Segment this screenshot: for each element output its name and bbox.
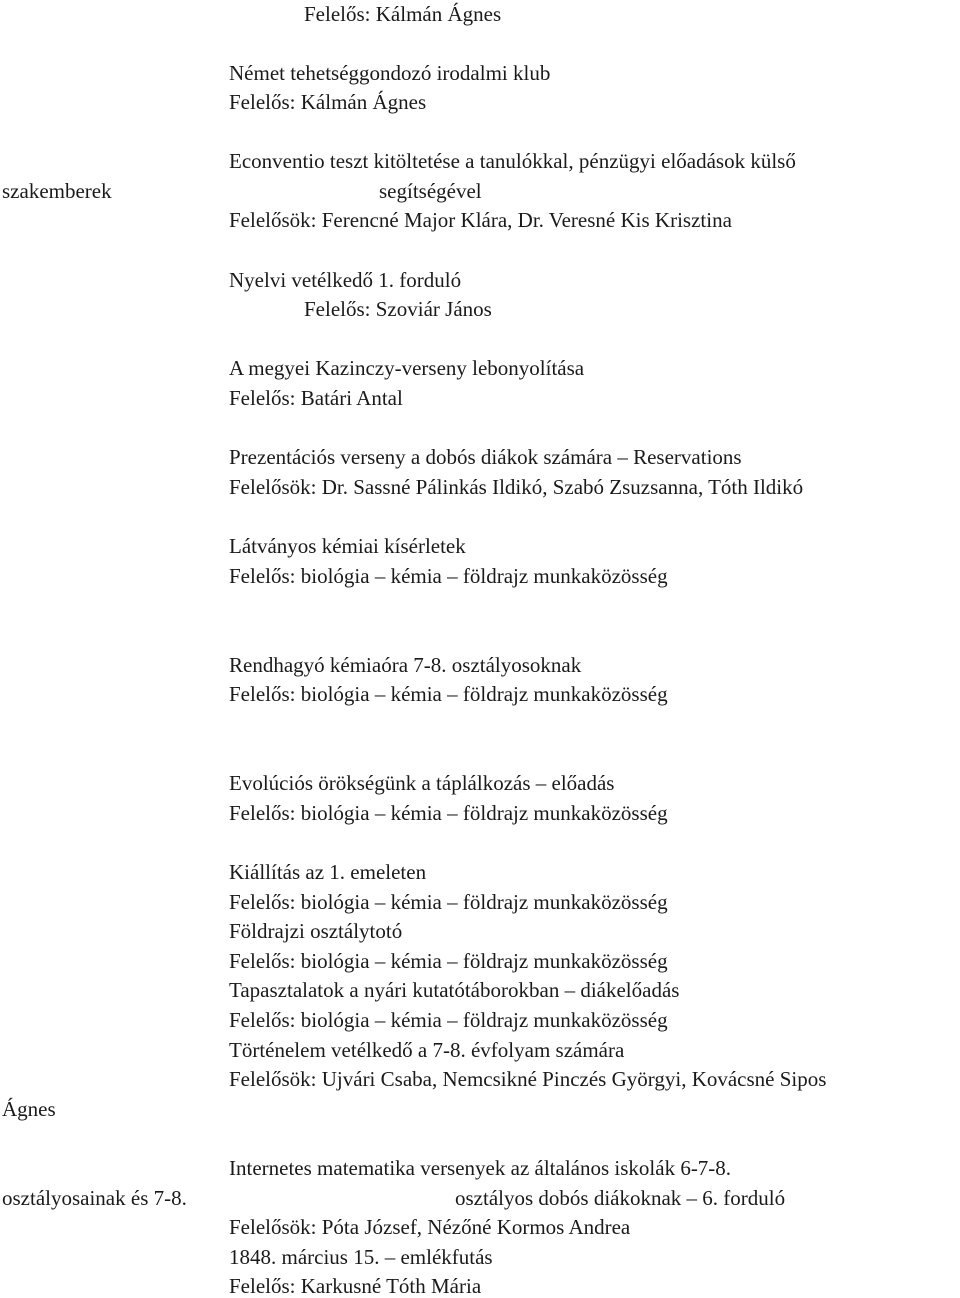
responsible-line-continuation: Ágnes [2, 1097, 56, 1121]
event-title: A megyei Kazinczy-verseny lebonyolítása [229, 356, 585, 380]
event-title: Földrajzi osztálytotó [229, 919, 403, 943]
responsible-line: Felelős: Batári Antal [229, 386, 403, 410]
event-title: Német tehetséggondozó irodalmi klub [229, 61, 551, 85]
event-title-continuation: osztályosainak és 7-8. [2, 1186, 187, 1210]
event-title: Econventio teszt kitöltetése a tanulókkal, pénzügyi előadások külső [229, 149, 796, 173]
responsible-line: Felelős: Kálmán Ágnes [304, 2, 502, 26]
responsible-line: Felelős: biológia – kémia – földrajz munkaközösség [229, 1008, 668, 1032]
responsible-line: Felelős: Szoviár János [304, 297, 492, 321]
responsible-line: Felelős: Karkusné Tóth Mária [229, 1274, 482, 1298]
event-title: Evolúciós örökségünk a táplálkozás – előadás [229, 771, 615, 795]
event-title: Internetes matematika versenyek az általános iskolák 6-7-8. [229, 1156, 732, 1180]
responsible-line: Felelős: biológia – kémia – földrajz munkaközösség [229, 564, 668, 588]
event-title: Nyelvi vetélkedő 1. forduló [229, 268, 462, 292]
event-title: Rendhagyó kémiaóra 7-8. osztályosoknak [229, 653, 582, 677]
event-title: Látványos kémiai kísérletek [229, 534, 466, 558]
event-title: Történelem vetélkedő a 7-8. évfolyam számára [229, 1038, 625, 1062]
event-title: Tapasztalatok a nyári kutatótáborokban – diákelőadás [229, 978, 680, 1002]
event-title: Kiállítás az 1. emeleten [229, 860, 427, 884]
event-title-continuation: osztályos dobós diákoknak – 6. forduló [455, 1186, 786, 1210]
event-title-continuation: segítségével [379, 179, 482, 203]
event-title: Prezentációs verseny a dobós diákok számára – Reservations [229, 445, 742, 469]
responsible-line: Felelősök: Ujvári Csaba, Nemcsikné Pinczés Györgyi, Kovácsné Sipos [229, 1067, 827, 1091]
responsible-line: Felelős: Kálmán Ágnes [229, 90, 427, 114]
responsible-line: Felelős: biológia – kémia – földrajz munkaközösség [229, 890, 668, 914]
event-title-continuation: szakemberek [2, 179, 112, 203]
responsible-line: Felelős: biológia – kémia – földrajz munkaközösség [229, 949, 668, 973]
responsible-line: Felelősök: Dr. Sassné Pálinkás Ildikó, Szabó Zsuzsanna, Tóth Ildikó [229, 475, 804, 499]
event-title: 1848. március 15. – emlékfutás [229, 1245, 493, 1269]
responsible-line: Felelősök: Póta József, Nézőné Kormos Andrea [229, 1215, 631, 1239]
responsible-line: Felelős: biológia – kémia – földrajz munkaközösség [229, 801, 668, 825]
responsible-line: Felelős: biológia – kémia – földrajz munkaközösség [229, 682, 668, 706]
responsible-line: Felelősök: Ferencné Major Klára, Dr. Veresné Kis Krisztina [229, 208, 732, 232]
